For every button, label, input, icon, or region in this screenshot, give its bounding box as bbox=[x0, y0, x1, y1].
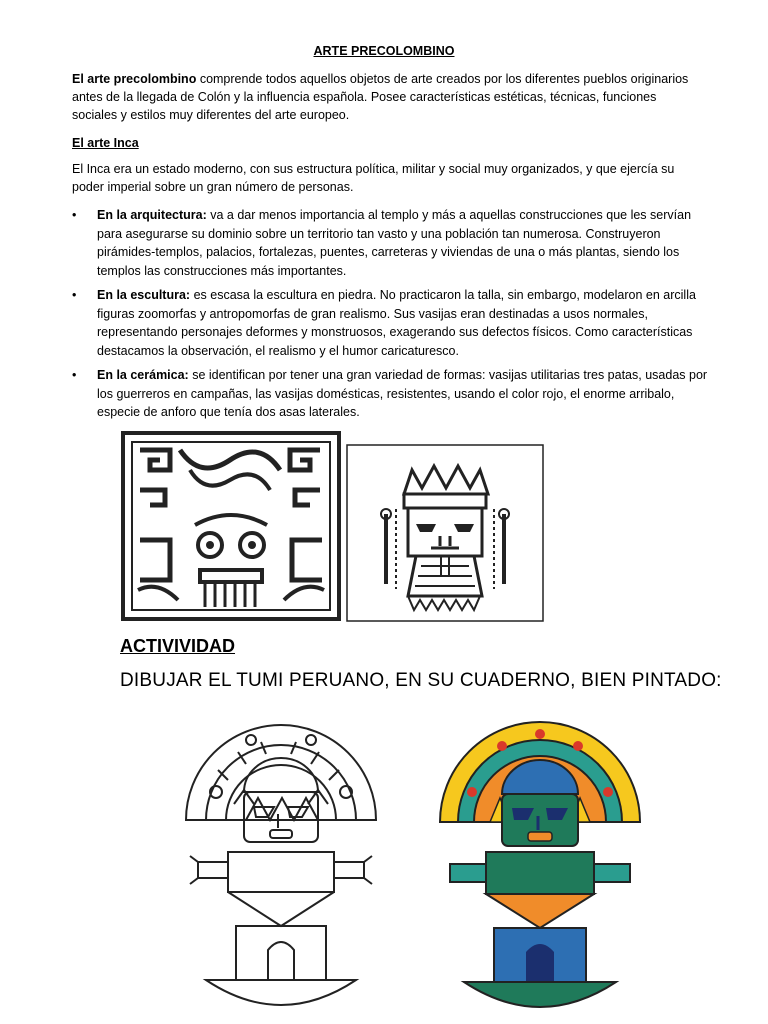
bullet-escultura bbox=[72, 286, 712, 360]
intro-text: comprende todos aquellos objetos de arte creados por los diferentes pueblos originarios antes de la llegada de Colón y la influencia española. Posee características estéticas, técnicas, funciones sociales y estilos muy diferentes del arte europeo. bbox=[72, 72, 689, 122]
intro-bold-lead: El arte precolombino bbox=[72, 72, 197, 86]
bullet-dot: • bbox=[72, 288, 77, 302]
bullet-text: se identifican por tener una gran variedad de formas: vasijas utilitarias tres patas, usadas por los guerreros en campañas, las vasijas domésticas, resistentes, usando el color rojo, el enorme arribalo, especie de anforo que tenía dos asas laterales. bbox=[97, 368, 708, 419]
inca-deity-image bbox=[346, 444, 544, 622]
section-heading: El arte Inca bbox=[72, 136, 139, 150]
tumi-colored-image bbox=[430, 712, 650, 1010]
bullet-dot: • bbox=[72, 368, 77, 382]
activity-instruction: DIBUJAR EL TUMI PERUANO, EN SU CUADERNO, BIEN PINTADO: bbox=[120, 670, 722, 691]
bullet-label: En la cerámica: bbox=[97, 368, 189, 382]
tumi-outline-image bbox=[176, 712, 386, 1010]
bullet-ceramica bbox=[72, 366, 712, 422]
activity-heading: ACTIVIVIDAD bbox=[120, 636, 236, 656]
bullet-label: En la arquitectura: bbox=[97, 208, 207, 222]
page-title: ARTE PRECOLOMBINO bbox=[313, 44, 455, 58]
intro-paragraph bbox=[72, 70, 702, 124]
bullet-text: va a dar menos importancia al templo y más a aquellas construcciones que les servían para asegurarse su dominio sobre un territorio tan vasto y una población tan numerosa. Construyeron pirámides-templos, palacios, fortalezas, puentes, carreteras y viviendas de una o más plantas, siendo los templos las construcciones más importantes. bbox=[97, 208, 692, 278]
bullet-label: En la escultura: bbox=[97, 288, 191, 302]
bullet-dot: • bbox=[72, 208, 77, 222]
bullet-text: es escasa la escultura en piedra. No practicaron la talla, sin embargo, modelaron en arcilla figuras zoomorfas y antropomorfas de gran realismo. Sus vasijas eran destinadas a usos normales, representando personajes deformes y monstruosos, exagerando sus defectos físicos. Como características destacamos la observación, el realismo y el humor caricaturesco. bbox=[97, 288, 696, 358]
bullet-arquitectura bbox=[72, 206, 712, 280]
inca-relief-image bbox=[120, 430, 342, 622]
inca-paragraph: El Inca era un estado moderno, con sus estructura política, militar y social muy organizados, y que ejercía su poder imperial sobre un gran número de personas. bbox=[72, 162, 675, 194]
